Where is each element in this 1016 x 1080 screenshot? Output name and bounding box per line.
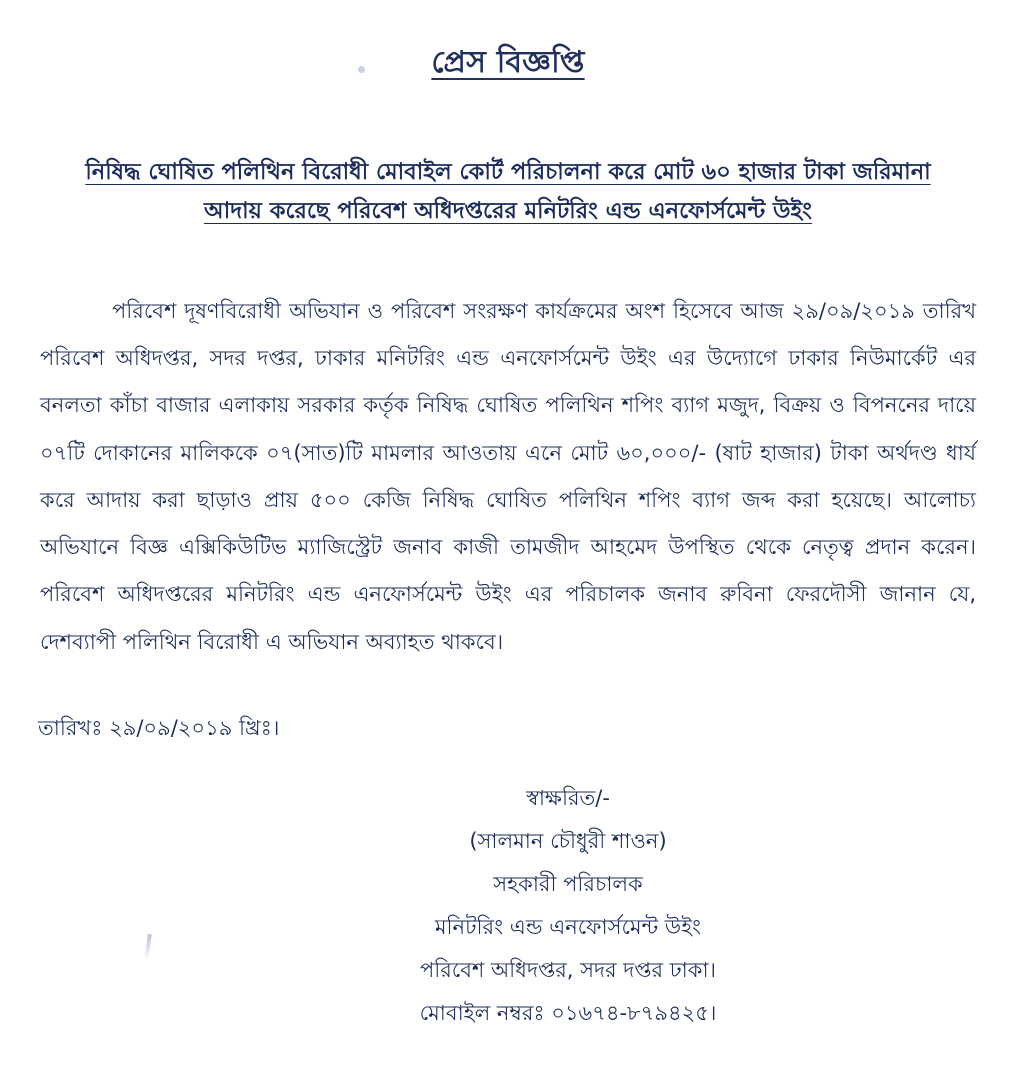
signatory-designation: সহকারী পরিচালক [493, 871, 643, 896]
headline [36, 153, 980, 232]
ink-smudge-icon [358, 66, 365, 73]
signatory-mobile: মোবাইল নম্বরঃ ০১৬৭৪-৮৭৯৪২৫। [419, 1000, 717, 1025]
headline-line-1: নিষিদ্ধ ঘোষিত পলিথিন বিরোধী মোবাইল কোর্ট পরিচালনা করে মোট ৬০ হাজার টাকা জরিমানা [85, 159, 931, 185]
signatory-office: পরিবেশ অধিদপ্তর, সদর দপ্তর ঢাকা। [419, 957, 717, 982]
signature-block [36, 777, 980, 1035]
signatory-wing: মনিটরিং এন্ড এনফোর্সমেন্ট উইং [434, 914, 702, 939]
body-paragraph: পরিবেশ দূষণবিরোধী অভিযান ও পরিবেশ সংরক্ষণ কার্যক্রমের অংশ হিসেবে আজ ২৯/০৯/২০১৯ তারিখ পরিবেশ অধিদপ্তর, সদর দপ্তর, ঢাকার মনিটরিং এন্ড এনফোর্সমেন্ট উইং এর উদ্যোগে ঢাকার নিউমার্কেট এর বনলতা কাঁচা বাজার এলাকায় সরকার কর্তৃক নিষিদ্ধ ঘোষিত পলিথিন শপিং ব্যাগ মজুদ, বিক্রয় ও বিপননের দায়ে ০৭টি দোকানের মালিককে ০৭(সাত)টি মামলার আওতায় এনে মোট ৬০,০০০/- (ষাট হাজার) টাকা অর্থদণ্ড ধার্য করে আদায় করা ছাড়াও প্রায় ৫০০ কেজি নিষিদ্ধ ঘোষিত পলিথিন শপিং ব্যাগ জব্দ করা হয়েছে। আলোচ্য অভিযানে বিজ্ঞ এক্সিকিউটিভ ম্যাজিস্ট্রেট জনাব কাজী তামজীদ আহমেদ উপস্থিত থেকে নেতৃত্ব প্রদান করেন। পরিবেশ অধিদপ্তরের মনিটরিং এন্ড এনফোর্সমেন্ট উইং এর পরিচালক জনাব রুবিনা ফেরদৌসী জানান যে, দেশব্যাপী পলিথিন বিরোধী এ অভিযান অব্যাহত থাকবে। [40, 298, 976, 654]
page-title: প্রেস বিজ্ঞপ্তি [431, 45, 585, 80]
signed-label: স্বাক্ষরিত/- [526, 785, 610, 810]
signatory-name: (সালমান চৌধুরী শাওন) [469, 828, 667, 853]
date-line: তারিখঃ ২৯/০৯/২০১৯ খ্রিঃ। [38, 715, 280, 740]
headline-line-2: আদায় করেছে পরিবেশ অধিদপ্তরের মনিটরিং এন্ড এনফোর্সমেন্ট উইং [204, 198, 812, 225]
